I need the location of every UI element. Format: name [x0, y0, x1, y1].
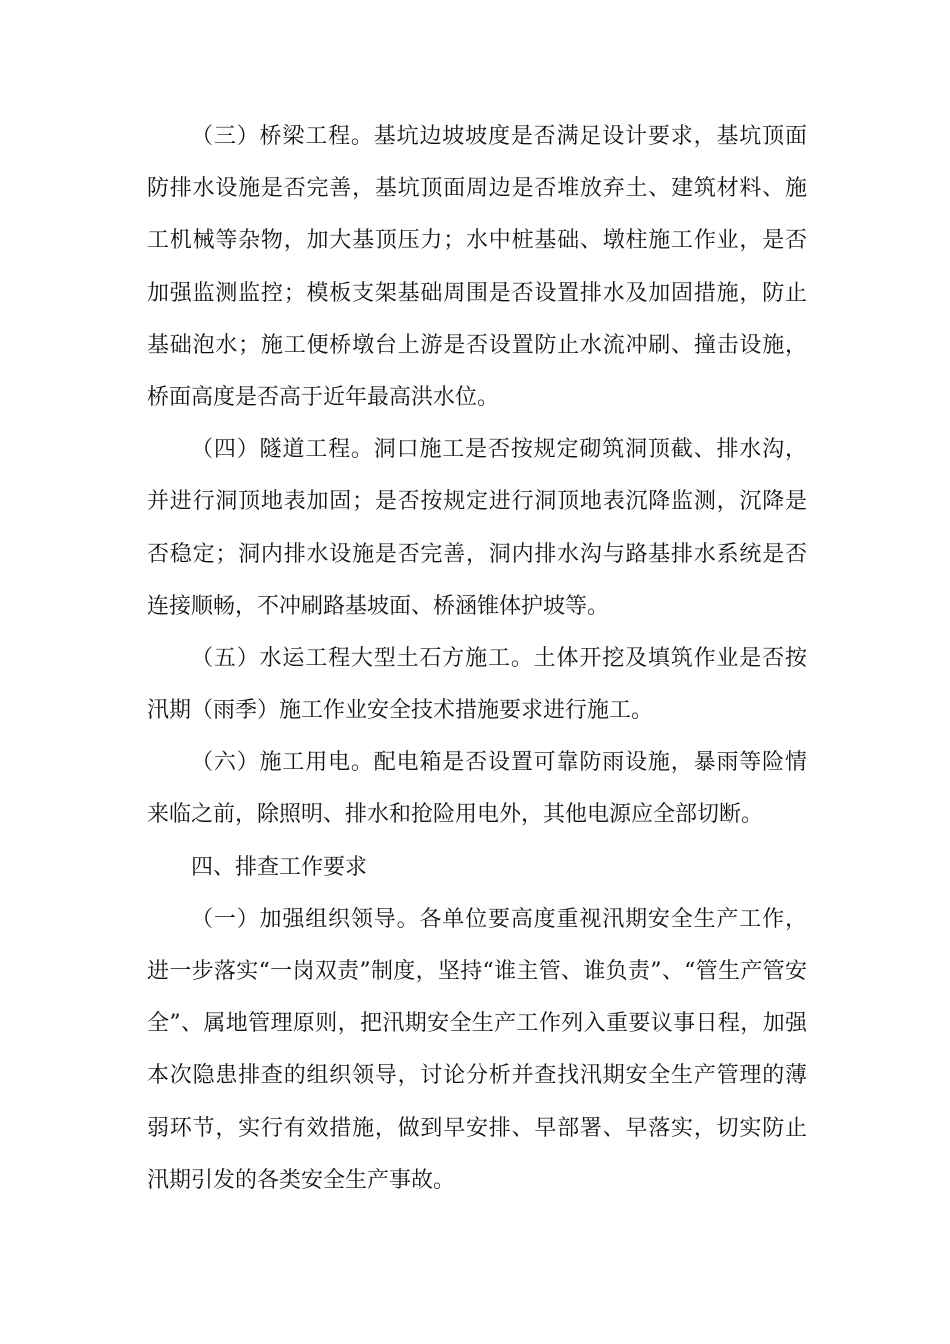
text-line: 工机械等杂物，加大基顶压力；水中桩基础、墩柱施工作业，是否: [147, 228, 807, 254]
text-line: 连接顺畅，不冲刷路基坡面、桥涵锥体护坡等。: [147, 593, 610, 619]
text-line: （六）施工用电。配电箱是否设置可靠防雨设施，暴雨等险情: [191, 750, 807, 776]
text-line: 本次隐患排查的组织领导，讨论分析并查找汛期安全生产管理的薄: [147, 1063, 807, 1089]
text-line: （四）隧道工程。洞口施工是否按规定砌筑洞顶截、排水沟，: [191, 437, 807, 463]
text-line: 桥面高度是否高于近年最高洪水位。: [147, 384, 500, 410]
text-line: （一）加强组织领导。各单位要高度重视汛期安全生产工作，: [191, 906, 807, 932]
text-line: 弱环节，实行有效措施，做到早安排、早部署、早落实，切实防止: [147, 1115, 807, 1141]
text-line: （三）桥梁工程。基坑边坡坡度是否满足设计要求，基坑顶面: [191, 124, 807, 149]
text-line: 防排水设施是否完善，基坑顶面周边是否堆放弃土、建筑材料、施: [147, 176, 807, 202]
text-line: 否稳定；洞内排水设施是否完善，洞内排水沟与路基排水系统是否: [147, 541, 807, 567]
text-line: 基础泡水；施工便桥墩台上游是否设置防止水流冲刷、撞击设施，: [147, 332, 807, 358]
text-line: 汛期（雨季）施工作业安全技术措施要求进行施工。: [147, 698, 654, 724]
text-line: （五）水运工程大型土石方施工。土体开挖及填筑作业是否按: [191, 645, 807, 671]
text-line: 加强监测监控；模板支架基础周围是否设置排水及加固措施，防止: [147, 280, 807, 306]
text-line: 并进行洞顶地表加固；是否按规定进行洞顶地表沉降监测，沉降是: [147, 489, 807, 515]
text-line: 进一步落实“一岗双责”制度，坚持“谁主管、谁负责”、“管生产管安: [147, 959, 807, 984]
text-line: 全”、属地管理原则，把汛期安全生产工作列入重要议事日程，加强: [147, 1011, 807, 1037]
document-body: [147, 116, 807, 1212]
text-line: 四、排查工作要求: [191, 854, 368, 880]
text-line: 汛期引发的各类安全生产事故。: [147, 1167, 456, 1193]
text-line: 来临之前，除照明、排水和抢险用电外，其他电源应全部切断。: [147, 802, 764, 828]
